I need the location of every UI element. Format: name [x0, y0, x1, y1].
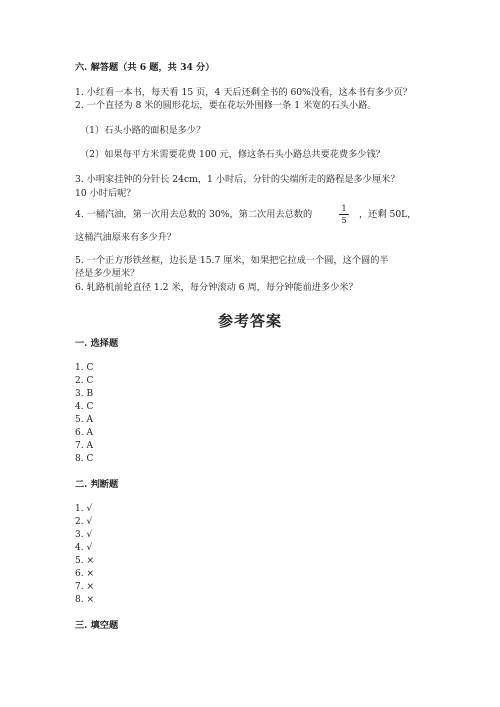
list-item: 3. B [75, 389, 94, 399]
answers-title: 参考答案 [217, 312, 282, 330]
question-5-line-1: 5. 一个正方形铁丝框，边长是 15.7 厘米，如果把它拉成一个圆，这个圆的半 [75, 255, 389, 266]
list-item: 4. √ [75, 543, 93, 553]
list-item: 4. C [75, 402, 94, 412]
answers-part-2-heading: 二. 判断题 [75, 479, 119, 490]
list-item: 5. × [75, 556, 94, 566]
question-3-line-1: 3. 小明家挂钟的分针长 24cm，1 小时后，分针的尖端所走的路程是多少厘米？ [75, 174, 400, 185]
question-1: 1. 小红看一本书，每天看 15 页，4 天后还剩全书的 60%没看，这本书有多少页？ [75, 87, 412, 98]
list-item: 1. √ [75, 504, 93, 514]
fraction-one-fifth [339, 204, 349, 225]
question-6: 6. 轧路机前轮直径 1.2 米，每分钟滚动 6 周，每分钟能前进多少米？ [75, 282, 358, 293]
answers-part-1-heading: 一. 选择题 [75, 338, 119, 349]
question-2: 2. 一个直径为 8 米的圆形花坛，要在花坛外围修一条 1 米宽的石头小路。 [75, 100, 377, 111]
list-item: 3. √ [75, 530, 93, 540]
list-item: 2. C [75, 376, 94, 386]
list-item: 7. A [75, 441, 93, 451]
list-item: 5. A [75, 415, 93, 425]
question-4-part-2: ，还剩 50L， [359, 209, 417, 220]
question-4-part-1: 4. 一桶汽油，第一次用去总数的 30%，第二次用去总数的 [75, 209, 313, 220]
fraction-denominator: 5 [341, 216, 347, 225]
question-3-line-2: 10 小时后呢？ [75, 188, 136, 199]
list-item: 6. A [75, 428, 93, 438]
answers-part-3-heading: 三. 填空题 [75, 620, 119, 631]
fraction-numerator: 1 [341, 204, 347, 213]
question-4-line-2: 这桶汽油原来有多少升？ [75, 232, 177, 243]
list-item: 8. C [75, 454, 94, 464]
list-item: 6. × [75, 569, 94, 579]
list-item: 8. × [75, 595, 94, 605]
question-2-part-2: （2）如果每平方米需要花费 100 元，修这条石头小路总共要花费多少钱？ [80, 149, 385, 160]
section-heading: 六. 解答题（共 6 题，共 34 分） [75, 62, 215, 73]
question-5-line-2: 径是多少厘米？ [75, 268, 140, 279]
list-item: 2. √ [75, 517, 93, 527]
question-2-part-1: （1）石头小路的面积是多少？ [80, 125, 206, 136]
list-item: 7. × [75, 582, 94, 592]
fraction-bar [339, 214, 349, 215]
list-item: 1. C [75, 363, 94, 373]
